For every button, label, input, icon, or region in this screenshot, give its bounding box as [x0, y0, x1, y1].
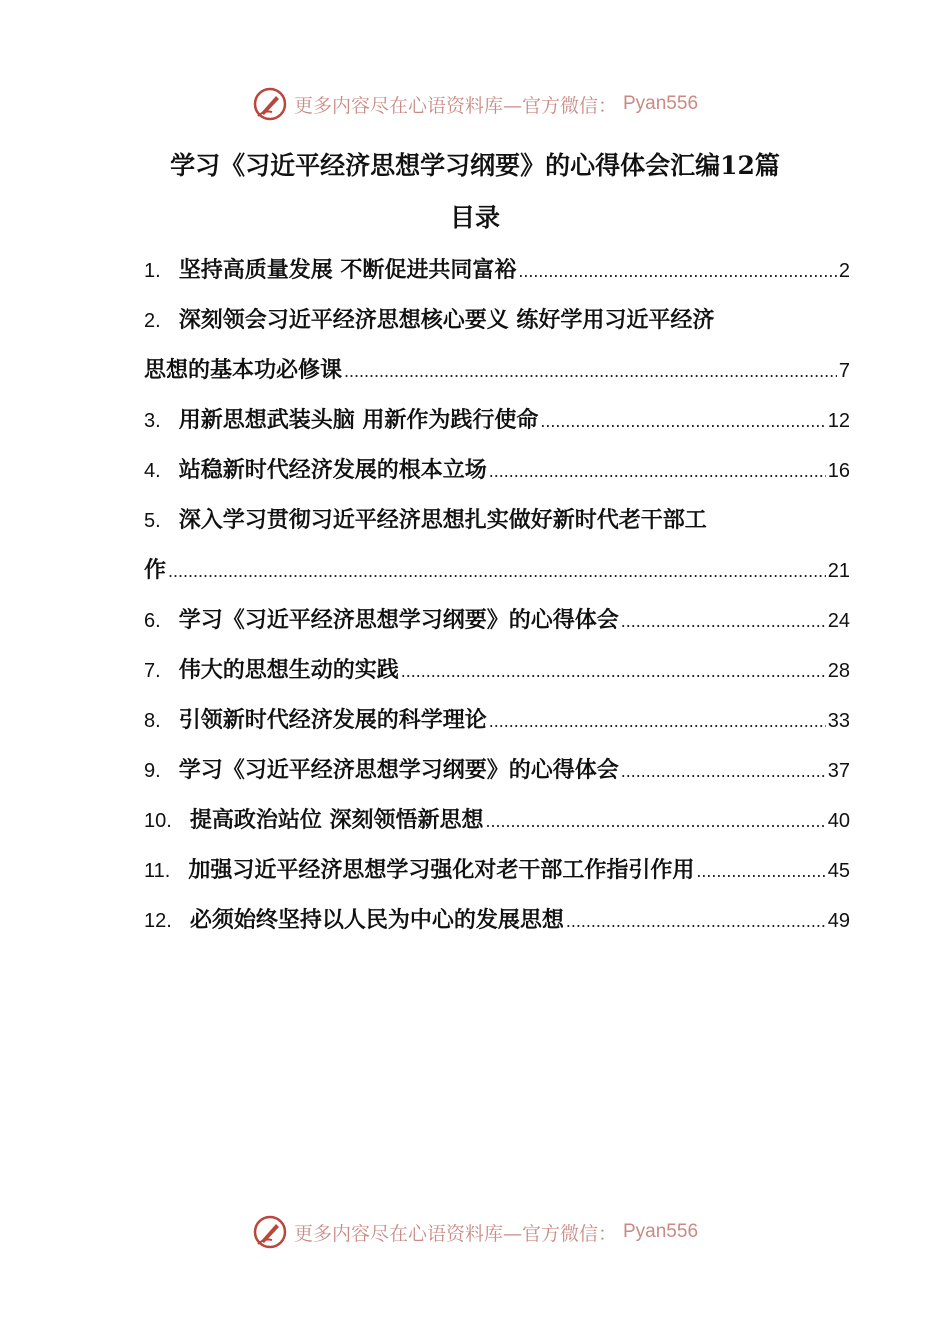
toc-entry-7[interactable] [144, 645, 850, 695]
toc-number: 3. [144, 410, 161, 432]
toc-number: 9. [144, 760, 161, 782]
toc-leader [489, 696, 826, 746]
toc-entry-12[interactable] [144, 895, 850, 945]
toc-title-cont: 思想的基本功必修课 [144, 357, 343, 383]
toc-page: 2 [838, 260, 850, 282]
toc-entry-2-cont[interactable] [144, 345, 850, 395]
toc-title: 伟大的思想生动的实践 [178, 657, 399, 683]
toc-title: 学习《习近平经济思想学习纲要》的心得体会 [178, 757, 619, 783]
toc-entry-8[interactable] [144, 695, 850, 745]
toc-leader [485, 796, 825, 846]
toc-leader [696, 846, 825, 896]
toc-number: 1. [144, 260, 161, 282]
toc-page: 37 [827, 760, 850, 782]
toc-page: 12 [827, 410, 850, 432]
toc-leader [401, 646, 826, 696]
toc-title: 加强习近平经济思想学习强化对老干部工作指引作用 [188, 857, 695, 883]
toc-title: 学习《习近平经济思想学习纲要》的心得体会 [178, 607, 619, 633]
toc-title: 站稳新时代经济发展的根本立场 [178, 457, 487, 483]
toc-number: 4. [144, 460, 161, 482]
toc-page: 45 [827, 860, 850, 882]
toc-title: 必须始终坚持以人民为中心的发展思想 [189, 907, 564, 933]
toc-page: 24 [827, 610, 850, 632]
toc-leader [621, 746, 826, 796]
toc-title: 坚持高质量发展 不断促进共同富裕 [178, 257, 517, 283]
toc-entry-3[interactable] [144, 395, 850, 445]
toc-page: 7 [838, 360, 850, 382]
toc-entry-10[interactable] [144, 795, 850, 845]
footer-watermark [0, 1210, 950, 1254]
toc-entry-6[interactable] [144, 595, 850, 645]
toc-page: 16 [827, 460, 850, 482]
toc-number: 8. [144, 710, 161, 732]
toc-title: 深刻领会习近平经济思想核心要义 练好学用习近平经济 [178, 307, 715, 333]
toc-title: 提高政治站位 深刻领悟新思想 [189, 807, 484, 833]
toc-number: 6. [144, 610, 161, 632]
toc-entry-9[interactable] [144, 745, 850, 795]
table-of-contents [144, 245, 850, 945]
toc-leader [518, 246, 837, 296]
toc-number: 11. [144, 860, 171, 882]
watermark-id: Pyan556 [623, 1221, 699, 1242]
toc-entry-2[interactable] [144, 295, 850, 345]
toc-leader [168, 546, 826, 596]
toc-page: 28 [827, 660, 850, 682]
toc-number: 2. [144, 310, 161, 332]
toc-entry-11[interactable] [144, 845, 850, 895]
toc-page: 21 [827, 560, 850, 582]
toc-leader [540, 396, 825, 446]
toc-leader [621, 596, 826, 646]
watermark-id: Pyan556 [623, 93, 699, 114]
header-watermark [0, 82, 950, 126]
toc-number: 7. [144, 660, 161, 682]
toc-entry-4[interactable] [144, 445, 850, 495]
document-title: 学习《习近平经济思想学习纲要》的心得体会汇编12篇 [170, 151, 780, 180]
toc-number: 5. [144, 510, 161, 532]
toc-title-cont: 作 [144, 557, 167, 583]
toc-page: 33 [827, 710, 850, 732]
toc-leader [489, 446, 826, 496]
toc-number: 10. [144, 810, 172, 832]
toc-page: 40 [827, 810, 850, 832]
pen-logo-icon [252, 86, 288, 122]
toc-heading: 目录 [449, 203, 500, 232]
toc-entry-5-cont[interactable] [144, 545, 850, 595]
toc-leader [566, 896, 826, 946]
watermark-text: 更多内容尽在心语资料库—官方微信： [293, 94, 617, 117]
pen-logo-icon [252, 1214, 288, 1250]
toc-title: 用新思想武装头脑 用新作为践行使命 [178, 407, 539, 433]
toc-title: 深入学习贯彻习近平经济思想扎实做好新时代老干部工 [178, 507, 707, 533]
toc-entry-5[interactable] [144, 495, 850, 545]
toc-leader [344, 346, 837, 396]
toc-page: 49 [827, 910, 850, 932]
toc-entry-1[interactable] [144, 245, 850, 295]
toc-number: 12. [144, 910, 172, 932]
watermark-text: 更多内容尽在心语资料库—官方微信： [293, 1222, 617, 1245]
toc-title: 引领新时代经济发展的科学理论 [178, 707, 487, 733]
